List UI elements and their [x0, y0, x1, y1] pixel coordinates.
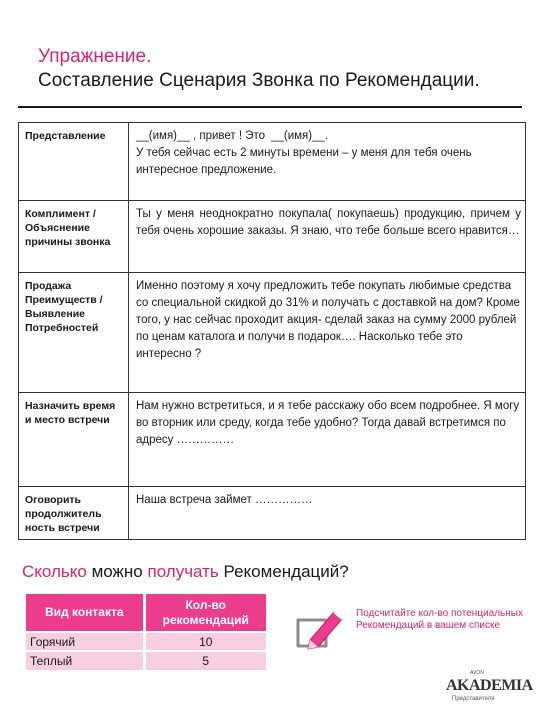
- table-row: [26, 632, 266, 651]
- step-label: Оговорить продолжитель ность встречи: [19, 487, 129, 540]
- question-word: получать: [147, 562, 219, 581]
- question-heading: [22, 562, 349, 582]
- title-divider: [18, 106, 522, 108]
- logo-title: AKADEMIA: [446, 677, 533, 694]
- question-word: можно: [86, 562, 148, 581]
- step-text: Нам нужно встретиться, и я тебе расскажу обо всем подробнее. Я могу во вторник или среду, когда тебе удобно? Тогда давай встретимся по адресу ……………: [129, 393, 526, 487]
- exercise-title: Упражнение.: [38, 46, 152, 67]
- table-row: [19, 393, 526, 487]
- contact-count: 10: [144, 632, 266, 651]
- contact-count: 5: [144, 651, 266, 670]
- contacts-table: [26, 594, 266, 670]
- question-word: Сколько: [22, 562, 87, 581]
- logo-brand: AVON: [470, 670, 484, 676]
- table-row: [19, 201, 526, 273]
- step-label: Назначить время и место встречи: [19, 393, 129, 487]
- call-script-table: [18, 122, 526, 540]
- step-label: Комплимент / Объяснение причины звонка: [19, 201, 129, 273]
- table-header-row: [26, 594, 266, 632]
- table-row: [19, 123, 526, 201]
- logo-subtitle: Представителя: [452, 696, 495, 702]
- pencil-note-icon: [292, 606, 346, 652]
- step-label: Продажа Преимуществ / Выявление Потребностей: [19, 273, 129, 393]
- step-text-part: __(имя)__ , привет ! Это: [136, 130, 266, 142]
- step-text: Ты у меня неоднократно покупала( покупаешь) продукцию, причем у тебя очень хорошие заказы. Я знаю, что тебе больше всего нравится…: [129, 201, 526, 273]
- step-text-part: __(имя)__.: [271, 130, 329, 142]
- table-row: [26, 651, 266, 670]
- column-header: Кол-во рекомендаций: [144, 594, 266, 632]
- column-header: Вид контакта: [26, 594, 144, 632]
- contact-type: Горячий: [26, 632, 144, 651]
- step-text: Именно поэтому я хочу предложить тебе покупать любимые средства со специальной скидкой до 31% и получать с доставкой на дом? Кроме того, у нас сейчас проходит акция- сделай заказ на сумму 2000 рублей по ценам каталога и получи в подарок…. Насколько тебе это интересно ?: [129, 273, 526, 393]
- count-hint-note: Подсчитайте кол-во потенциальных Рекомендаций в вашем списке: [356, 608, 523, 631]
- step-text-part: У тебя сейчас есть 2 минуты времени – у меня для тебя очень интересное предложение.: [136, 147, 472, 176]
- step-text: [129, 123, 526, 201]
- table-row: [19, 487, 526, 540]
- step-text: Наша встреча займет ……………: [129, 487, 526, 540]
- page-title: Составление Сценария Звонка по Рекомендации.: [38, 70, 480, 91]
- step-label: Представление: [19, 123, 129, 201]
- table-row: [19, 273, 526, 393]
- contact-type: Теплый: [26, 651, 144, 670]
- question-word: Рекомендаций?: [218, 562, 349, 581]
